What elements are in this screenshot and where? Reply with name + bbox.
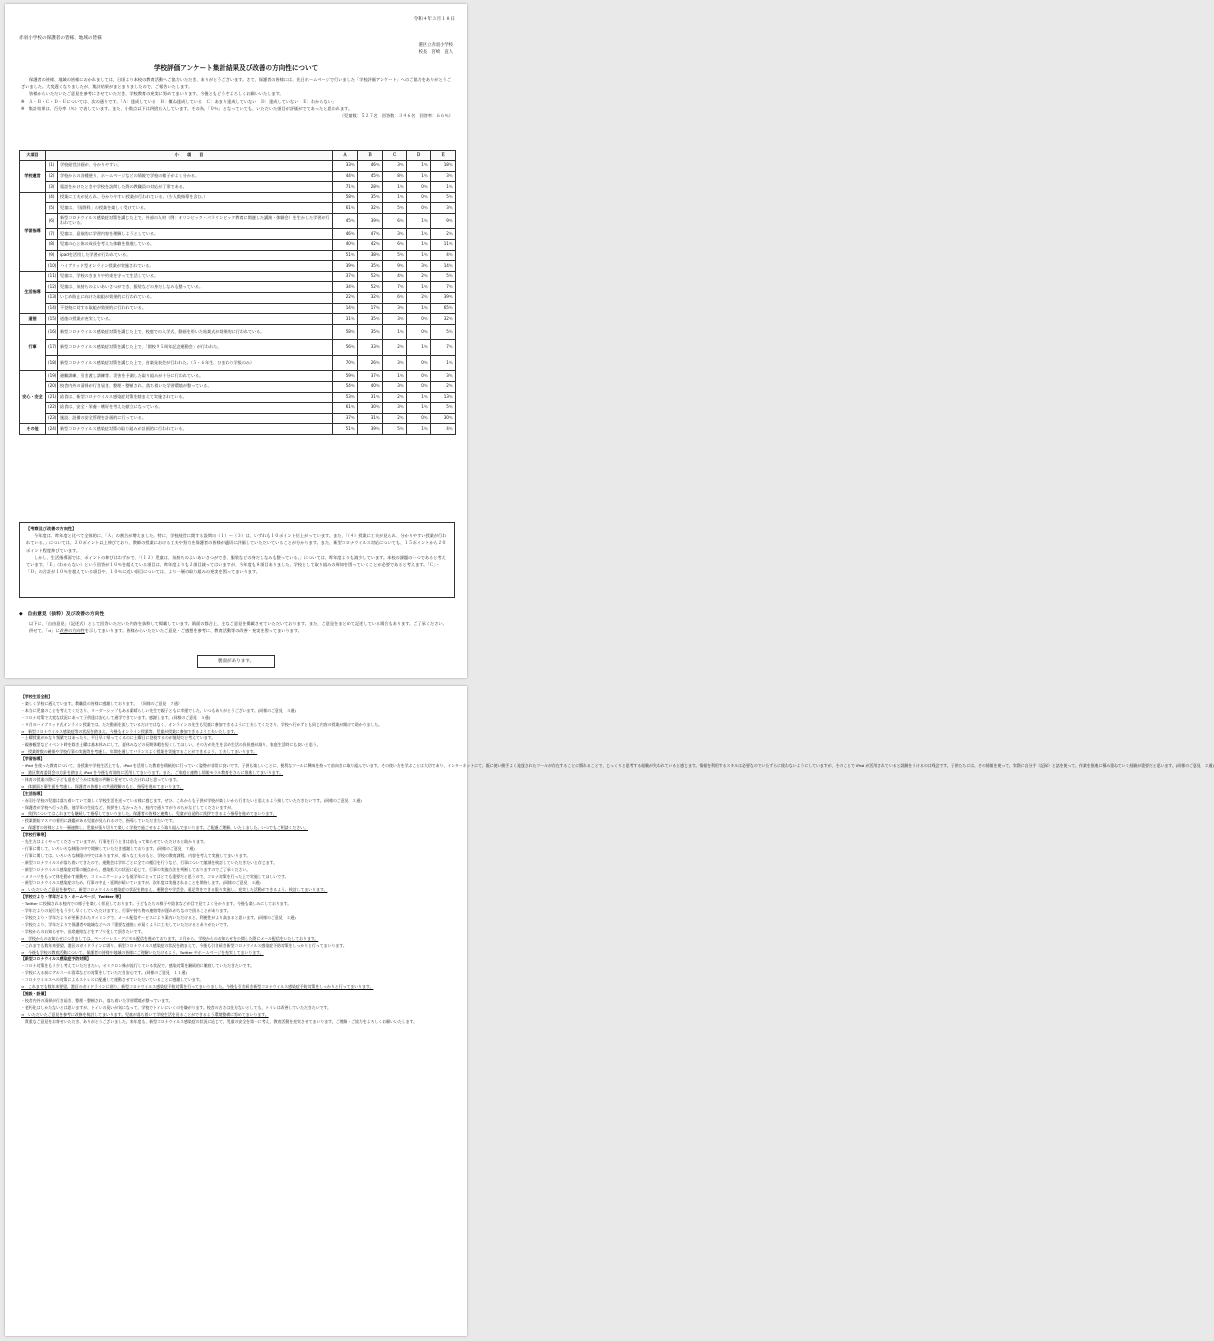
item-text: ハイブリッド型オンライン授業が実施されている。: [58, 261, 333, 272]
rating-percent: 3％: [383, 355, 407, 371]
rating-percent: 2％: [407, 271, 431, 282]
table-row: [20, 203, 456, 214]
rating-percent: 59％: [333, 371, 358, 382]
analysis-box: [19, 522, 455, 598]
rating-percent: 5％: [431, 324, 456, 340]
rating-percent: 33％: [333, 161, 358, 172]
item-number: (4): [46, 192, 58, 203]
improvement-line: ⇒ 学校からのお知らせにつきましては、ペーパーレス・デジタル配信を進めております。２月から、学校からのお知らせを公開した際にメール配信をいたしております。: [21, 935, 319, 941]
rating-percent: 32％: [358, 293, 383, 304]
section-heading: 【学校行事等】: [21, 832, 49, 838]
analysis-heading: 【考察及び改善の方向性】: [26, 526, 77, 531]
rating-percent: 37％: [358, 371, 383, 382]
rating-percent: 31％: [358, 413, 383, 424]
rating-percent: 39％: [358, 424, 383, 435]
item-number: (18): [46, 355, 58, 371]
table-row: [20, 282, 456, 293]
rating-percent: 0％: [407, 203, 431, 214]
issue-date: 令和４年３月１８日: [413, 17, 455, 22]
item-text: 施設、設備の安全管理を計画的に行っている。: [58, 413, 333, 424]
item-number: (19): [46, 371, 58, 382]
rating-percent: 17％: [358, 303, 383, 314]
rating-percent: 33％: [358, 340, 383, 356]
section-heading: 【施設・設備】: [21, 990, 49, 996]
opinion-line: ・行事に関して、いろいろな制限の中で開催していただき感謝しております。(同様のご意見 ７通): [21, 845, 195, 851]
category-cell: その他: [20, 424, 46, 435]
rating-percent: 5％: [383, 203, 407, 214]
rating-percent: 1％: [407, 340, 431, 356]
column-header: 大項目: [20, 151, 46, 161]
table-row: [20, 371, 456, 382]
rating-percent: 58％: [333, 324, 358, 340]
item-number: (2): [46, 171, 58, 182]
rating-percent: 0％: [407, 381, 431, 392]
rating-percent: 1％: [407, 240, 431, 251]
table-row: [20, 182, 456, 193]
rating-percent: 5％: [431, 403, 456, 414]
rating-percent: 37％: [333, 271, 358, 282]
category-cell: 安心・安全: [20, 371, 46, 424]
rating-percent: 2％: [383, 340, 407, 356]
rating-percent: 31％: [333, 314, 358, 325]
addressee: 赤羽小学校の保護者の皆様、地域の皆様: [19, 36, 102, 41]
table-row: [20, 381, 456, 392]
item-text: 児童の心と体の成長を考えた体験を推進している。: [58, 240, 333, 251]
rating-percent: 6％: [383, 293, 407, 304]
item-number: (8): [46, 240, 58, 251]
item-number: (20): [46, 381, 58, 392]
opinion-line: ・親参観型などイベント時を除き土曜は基本休みにして、夏休みなどの長期休暇を短くしてほしい。その方が先生を含め生活の負担感が減り、家庭生活時にも良いと思う。: [21, 742, 321, 748]
table-row: [20, 413, 456, 424]
improvement-line: ⇒ これまでも数年来要望、港区のガイドラインに則り、新型コロナウイルス感染症予防対策を行ってまいりました。今後も引き続き新型コロナウイルス感染症予防対策をしっかりと行ってまいります。: [21, 984, 374, 990]
rating-percent: 47％: [358, 229, 383, 240]
free-opinion-heading: ◆ 自由意見（抜粋）及び改善の方向性: [19, 612, 105, 617]
column-header: Ｂ: [358, 151, 383, 161]
respondent-count: （児童数：５２７名 回答数：３４６名 回答率：６６％）: [339, 113, 453, 119]
table-row: [20, 171, 456, 182]
rating-percent: 51％: [333, 250, 358, 261]
rating-percent: 1％: [407, 229, 431, 240]
rating-percent: 54％: [333, 381, 358, 392]
back-page: [5, 686, 1214, 1336]
opinion-line: ・これまでも数年来要望、港区のガイドラインに則り、新型コロナウイルス感染症の状況を踏まえて、今後も引き続き新型コロナウイルス感染症予防対策をしっかりと行ってまいります。: [21, 942, 347, 948]
opinion-line: ・学校に入る前にアルコール消毒などの対策をしていただき安心です。(同様のご意見 １１通): [21, 970, 187, 976]
rating-percent: 3％: [383, 229, 407, 240]
item-number: (15): [46, 314, 58, 325]
rating-percent: 3％: [383, 161, 407, 172]
principal-name: 校長 宮崎 直人: [418, 50, 453, 55]
item-number: (1): [46, 161, 58, 172]
item-text: ipadを活用した学習が行われている。: [58, 250, 333, 261]
rating-percent: 56％: [333, 340, 358, 356]
rating-percent: 39％: [358, 213, 383, 229]
item-text: 新型コロナウイルス感染症対策を講じた上で、音楽発表会が行われた。（５・６年生、ひまわり学級のみ）: [58, 355, 333, 371]
opinion-line: ・体育の授業の際に子ども達をどうかは家庭の判断に任せていただければと思っています。: [21, 776, 181, 782]
item-text: 学校からの各種便り、ホームページなどの情報で学校の様子がよく分かる。: [58, 171, 333, 182]
item-text: 学校経営計画が、分かりやすい。: [58, 161, 333, 172]
item-number: (17): [46, 340, 58, 356]
rating-percent: 1％: [407, 424, 431, 435]
improvement-line: ⇒ 授業時数の確保や学校行事の実施等を考慮し、年間を通してバランスよく授業を実施することができるよう、工夫してまいります。: [21, 749, 258, 755]
category-cell: 学習指導: [20, 192, 46, 271]
rating-percent: 65％: [431, 303, 456, 314]
table-row: [20, 403, 456, 414]
rating-percent: 2％: [407, 293, 431, 304]
improvement-line: ⇒ 今後も学校の教育活動について、保護者の皆様や地域の皆様にご理解いただけるよう、Twitter やホームページを充実してまいります。: [21, 949, 264, 955]
rating-percent: 51％: [333, 424, 358, 435]
category-cell: 学校運営: [20, 161, 46, 193]
item-number: (12): [46, 282, 58, 293]
table-row: [20, 293, 456, 304]
improvement-line: ⇒ 挨拶についてはこれまでも継続して指導してまいりました。保護者の皆様と連携し、児童が自発的に挨拶できるよう指導を進めてまいります。: [21, 811, 277, 817]
category-cell: 行事: [20, 324, 46, 371]
table-row: [20, 192, 456, 203]
rating-percent: 39％: [431, 293, 456, 304]
rating-percent: 40％: [358, 381, 383, 392]
opinion-line: ・学校だより、学年だよりで保護者や地域などへの『重要な連絡』が届くように工夫していただけるとありがたいです。: [21, 921, 231, 927]
rating-percent: 38％: [358, 250, 383, 261]
analysis-paragraph: しかし、生活指導面では、ポイントの伸びはわずかで、「（１２）児童は、気持ちのよいあいさつができ、服装などの身だしなみも整っている。」については、昨年度よりも減少しています。本校の課題の一つであると考えています。「Ｅ」（わからない）という回答が１０％を超えている項目は、昨年度よりも２項目減ってはいますが、今年度も８項目ありました。学校として取り組みの周知を図っていくことが必要であると考えます。「Ｃ」・「Ｄ」の合計が１０％を超えている項目や、１０％に近い項目については、より一層の取り組みの充実を図ってまいります。: [26, 554, 446, 575]
item-number: (11): [46, 271, 58, 282]
item-text: 給食は、安全・栄養・嗜好を考えた献立になっている。: [58, 403, 333, 414]
item-text: 新型コロナウイルス感染症対策の取り組みが計画的に行われている。: [58, 424, 333, 435]
item-text: 校舎内外の清掃が行き届き、整理・整頓され、落ち着いた学習環境が整っている。: [58, 381, 333, 392]
rating-percent: 14％: [333, 303, 358, 314]
rating-percent: 1％: [431, 182, 456, 193]
table-row: [20, 355, 456, 371]
rating-percent: 3％: [431, 171, 456, 182]
opinion-line: ・赤羽小学校の児童は落ち着いていて楽しく学校生活を送っている様に感じます。ぜひ、これからも子供が学校が楽しいから行きたいと思えるよう接していただきたいです。(同様のご意見 ２通): [21, 797, 362, 803]
item-text: 児童は、気持ちのよいあいさつができ、服装などの身だしなみも整っている。: [58, 282, 333, 293]
item-text: 電話をかけたときや学校を訪問した際の教職員の対応が丁寧である。: [58, 182, 333, 193]
rating-percent: 61％: [333, 403, 358, 414]
rating-percent: 1％: [431, 355, 456, 371]
item-text: 児童は、意欲的に学習内容を理解しようとしている。: [58, 229, 333, 240]
improvement-line: ⇒ いただいたご意見を参考に改修を検討してまいります。児童が落ち着いて学校生活を送ることができるよう環境整備に努めてまいります。: [21, 1011, 269, 1017]
evaluation-table: [19, 150, 456, 435]
rating-percent: 0％: [407, 324, 431, 340]
rating-percent: 44％: [333, 171, 358, 182]
rating-percent: 8％: [383, 171, 407, 182]
free-opinion-text: を示してまいります。皆様からいただいたご意見・ご感想を参考に、教育活動等の改善・充実を図ってまいります。: [84, 628, 302, 634]
rating-percent: 3％: [407, 261, 431, 272]
item-number: (3): [46, 182, 58, 193]
rating-percent: 34％: [333, 282, 358, 293]
see-reverse-notice: 裏面があります。: [197, 655, 275, 668]
front-page: [5, 4, 467, 678]
opinion-line: ・コロナウイルスへの対策によるストレスに配慮して運動させていただいていることに感謝しています。: [21, 977, 204, 983]
analysis-paragraph: 今年度は、昨年度と比べて全体的に、「Ａ」の割合が増えました。特に、学校経営に関する設問の（１）〜（３）は、いずれも１０ポイント位上がっています。また、「（４）授業に工夫が見られ、分かりやすい授業が行われている。」については、２０ポイント以上伸びており、教師の授業における工夫や努力を保護者の皆様が適切に評価していただいていることが分かります。また、新型コロナウイルス対応についても、１５ポイントから２０ポイント程度伸びています。: [26, 533, 447, 553]
rating-percent: 26％: [358, 355, 383, 371]
rating-percent: 2％: [383, 392, 407, 403]
rating-percent: 3％: [431, 371, 456, 382]
opinion-line: ・新型コロナウイルスが落ち着いてきたので、運動会は学年ごとに全ての種目を行うなど、行事について縮減を検討していただきたいと存じます。: [21, 859, 278, 865]
rating-percent: 35％: [358, 192, 383, 203]
opinion-line: ・授業開始マスクの着用に課題がある児童が見られるので、指導していただきたいです。: [21, 818, 177, 824]
item-number: (9): [46, 250, 58, 261]
improvement-direction-label: 改善の方向性: [59, 628, 85, 634]
opinion-line: ・新型コロナウイルス感染症のため、行事の中止・延期が続いていますが、次年度は実施されることを期待します。(同様のご意見 ３通): [21, 880, 261, 886]
improvement-line: ⇒ 保護者の皆様とより一層連携し、児童が張り切りて楽しく学校で過ごせるよう取り組んでまいります。ご配慮ご理解、いたしました。いつでもご相談ください。: [21, 825, 308, 831]
rating-percent: 39％: [333, 261, 358, 272]
rating-percent: 7％: [383, 282, 407, 293]
rating-percent: 37％: [333, 413, 358, 424]
rating-percent: 0％: [407, 355, 431, 371]
rating-percent: 1％: [407, 282, 431, 293]
table-row: [20, 213, 456, 229]
section-heading: 【学校だより・学年だより・ホームページ、Twitter 等】: [21, 894, 123, 900]
opinion-line: ・iPad を使った教育について、各授業や学校生活上でも、iPad を活用した教育を積極的に行っていく姿勢が非常に良いです。子供も楽しいことに、便利なツールに興味を持って前向きに取り組んでいます。その使い方を学ぶことは大切であり、インターネットにて、既に使い勝手よく発達されたツールが存在することに慣れることで、じっくりと思考する経験が失われていると感じます。情報を利用するスキルは必要なのでいたずらに使わないようにしていますが、そのことで iPad が活用されていると誤解をうけるのは残念です。子供たちには、その情報を使って、実際に自分手（記録）と話を使って、作業を推進に積み重ねていく経験が重要だと思います。(同様のご意見 ２通): [21, 763, 1214, 769]
table-header-row: [20, 151, 456, 161]
rating-percent: 35％: [358, 261, 383, 272]
column-header: 小 項 目: [46, 151, 333, 161]
document-title: 学校評価アンケート集計結果及び改善の方向性について: [153, 64, 319, 72]
rating-percent: 7％: [431, 282, 456, 293]
table-row: [20, 303, 456, 314]
item-number: (13): [46, 293, 58, 304]
rating-percent: 5％: [383, 250, 407, 261]
opinion-list: [21, 694, 1214, 1026]
rating-percent: 4％: [383, 271, 407, 282]
item-number: (23): [46, 413, 58, 424]
free-opinion-paragraph: 以下に、「自由意見」（記述式）として回答いただいた内容を抜粋して掲載しています。紙面の都合上、主なご意見を掲載させていただいております。また、ご意見をまとめて記述している場合もあります。ご了承ください。: [29, 621, 447, 626]
rating-percent: 6％: [383, 240, 407, 251]
column-header: Ｅ: [431, 151, 456, 161]
rating-percent: 1％: [407, 250, 431, 261]
sender-block: [419, 42, 453, 56]
item-text: いじめ防止に向けた取組が効果的に行われている。: [58, 293, 333, 304]
school-name: 港区立赤羽小学校: [418, 43, 453, 48]
table-row: [20, 340, 456, 356]
item-number: (21): [46, 392, 58, 403]
free-opinion-paragraph: [21, 627, 453, 634]
rating-percent: 22％: [333, 293, 358, 304]
rating-percent: 30％: [358, 403, 383, 414]
rating-percent: 9％: [431, 213, 456, 229]
rating-percent: 1％: [407, 403, 431, 414]
rating-percent: 58％: [333, 192, 358, 203]
improvement-line: ⇒ いただいたご意見を参考に、新型コロナウイルス感染症の状況を踏まえ、運動会や学芸会、遠足等をできる限り実施し、充実した活動ができるよう、検討してまいります。: [21, 887, 328, 893]
rating-percent: 28％: [358, 182, 383, 193]
rating-percent: 11％: [431, 240, 456, 251]
category-cell: 生活指導: [20, 271, 46, 313]
item-text: 児童は、学校のきまりや約束を守って生活している。: [58, 271, 333, 282]
table-row: [20, 392, 456, 403]
item-number: (14): [46, 303, 58, 314]
rating-percent: 2％: [431, 229, 456, 240]
section-heading: 【学校生活全般】: [21, 694, 53, 699]
opinion-line: 貴重なご意見をお寄せいただき、ありがとうございました。来年度も、新型コロナウイルス感染症の状況に応じて、児童の安全を第一に考え、教育活動を充実させてまいります。ご理解・ご協力をよろしくお願いいたします。: [21, 1018, 417, 1024]
opinion-line: ・コロナ対策をもう少し考えていただきたい。オミクロン株が流行している状況で、感染対策を継続的に徹底していただきたいです。: [21, 963, 255, 969]
opinion-line: ・Twitter に投稿される校内での様子を楽しく拝見しております。子どもたちの様子や給食などが目で見てよく分かります。今後も楽しみにしております。: [21, 901, 292, 907]
item-text: 新型コロナウイルス感染症対策を講じた上で、「開校９５周年記念運動会」が行われた。: [58, 340, 333, 356]
column-header: Ｄ: [407, 151, 431, 161]
table-row: [20, 240, 456, 251]
opinion-line: ・行事に関しては、いろいろな制限の中ではありますが、様々な工夫のもと、学校の教育課程、内容を考えて実施してまいります。: [21, 852, 251, 858]
rating-percent: 3％: [383, 303, 407, 314]
opinion-line: ・新型コロナウイルス感染症対策の観点から、感染拡大の状況に応じて、行事の実施方法を判断しておりますのでご了承ください。: [21, 866, 251, 872]
rating-legend: ※ Ａ・Ｂ・Ｃ・Ｄ・Ｅについては、次の通りです。「Ａ：達成している Ｂ：概ね達成している Ｃ：あまり達成していない Ｄ：達成していない Ｅ：わからない」: [21, 98, 337, 104]
rating-percent: 0％: [407, 192, 431, 203]
rating-percent: 30％: [431, 413, 456, 424]
rating-percent: 1％: [383, 192, 407, 203]
table-row: [20, 161, 456, 172]
table-row: [20, 261, 456, 272]
free-opinion-text: 併せて、「⇒」に: [29, 628, 60, 634]
rating-percent: 1％: [407, 161, 431, 172]
improvement-line: ⇒ 港区教育委員会の方針を踏まえ iPad を今後も有効的に活用してまいります。また、ご家庭と連携し情報モラル教育をさらに推進してまいります。: [21, 769, 284, 775]
intro-text: [21, 76, 453, 119]
rating-percent: 61％: [333, 203, 358, 214]
rating-percent: 9％: [383, 261, 407, 272]
opinion-line: ・楽しく学校に通えています。教職員の皆様に感謝しております。 （同様のご意見 ７通）: [21, 700, 182, 706]
rating-percent: 42％: [358, 240, 383, 251]
rating-percent: 3％: [383, 403, 407, 414]
table-row: [20, 324, 456, 340]
improvement-line: ⇒ 体調面と衛生面を考慮し、保護者の皆様との共通理解のもと、指導を進めてまいります。: [21, 783, 184, 789]
item-text: 授業に工夫が見られ、分かりやすい授業が行われている。（少人数指導を含む。）: [58, 192, 333, 203]
opinion-line: ・学校だより・学年だよりが更新されたタイミングで、メール配信サービスにより案内いただけると、利便性がより高まると思います。(同様のご意見 ２通): [21, 915, 296, 920]
intro-paragraph: 皆様からいただいたご意見を参考にさせていただき、学校教育の充実に努めてまいります。今後ともどうぞよろしくお願いいたします。: [29, 91, 284, 97]
opinion-line: ・保護者が学校へ行った際、他学年の生徒など、挨拶をしなかったり、校内で通りすがりのちかなどしてくださいますが、: [21, 804, 235, 810]
rating-percent: 7％: [431, 340, 456, 356]
rating-percent: 14％: [431, 261, 456, 272]
rating-percent: 0％: [407, 182, 431, 193]
rating-percent: 71％: [333, 182, 358, 193]
rating-percent: 5％: [383, 424, 407, 435]
rating-percent: 40％: [333, 240, 358, 251]
rating-percent: 0％: [407, 371, 431, 382]
item-number: (16): [46, 324, 58, 340]
opinion-line: ・老朽化はしかたないとは思いますが、トイレの臭いが気になって、学校でトイレにいくのを嫌がります。校舎の古さは仕方ないとしても、トイレは改善していただきたいです。: [21, 1004, 331, 1010]
rating-percent: 4％: [431, 250, 456, 261]
rating-percent: 70％: [333, 355, 358, 371]
opinion-line: ・土曜授業がかなり頻繁ではあったり、平日早く帰ってくるのに土曜日に登校するのが億劫だと考えています。: [21, 735, 216, 741]
item-number: (6): [46, 213, 58, 229]
section-heading: 【新型コロナウイルス感染症予防対策】: [21, 956, 91, 962]
rating-percent: 5％: [431, 192, 456, 203]
rating-percent: 2％: [431, 381, 456, 392]
rating-percent: 52％: [358, 282, 383, 293]
column-header: Ｃ: [383, 151, 407, 161]
rating-percent: 6％: [383, 213, 407, 229]
rating-percent: 1％: [383, 371, 407, 382]
item-text: 不登校に対する取組が効果的に行われている。: [58, 303, 333, 314]
rating-percent: 0％: [407, 314, 431, 325]
opinion-line: ・学年だよりの発行をもう少し早くしていただけますと、行事や持ち物の連絡等が遅れがちなので困ることがあります。: [21, 908, 231, 914]
rating-percent: 35％: [358, 314, 383, 325]
rating-percent: 0％: [407, 413, 431, 424]
section-heading: 【学習指導】: [21, 756, 45, 762]
opinion-line: ・先生方はよくやってくださっていますが、行事を行うときは前もって知らせていただけると助かります。: [21, 839, 208, 845]
item-text: 児童は、「国際科」の授業を楽しく受けている。: [58, 203, 333, 214]
rating-percent: 1％: [407, 171, 431, 182]
rating-percent: 3％: [383, 381, 407, 392]
item-number: (10): [46, 261, 58, 272]
rating-percent: 3％: [383, 314, 407, 325]
rating-percent: 45％: [333, 213, 358, 229]
opinion-line: ・学校からのお知らせや、出席連絡などをアプリ化して頂きたいです。: [21, 928, 145, 934]
item-number: (24): [46, 424, 58, 435]
rating-percent: 45％: [358, 171, 383, 182]
rating-percent: 35％: [358, 324, 383, 340]
rating-percent: 4％: [431, 424, 456, 435]
rating-percent: 18％: [431, 161, 456, 172]
section-heading: 【生活指導】: [21, 790, 45, 796]
item-text: 道徳の授業が充実している。: [58, 314, 333, 325]
item-number: (7): [46, 229, 58, 240]
rating-percent: 46％: [358, 161, 383, 172]
rating-percent: 1％: [383, 324, 407, 340]
rating-percent: 32％: [431, 314, 456, 325]
table-row: [20, 229, 456, 240]
item-text: 避難訓練、引き渡し訓練等、災害を予測した取り組みが十分に行われている。: [58, 371, 333, 382]
rating-percent: 53％: [333, 392, 358, 403]
opinion-line: ・校舎内外の清掃が行き届き、整理・整頓され、落ち着いた学習環境が整っています。: [21, 997, 173, 1003]
rating-percent: 1％: [407, 392, 431, 403]
opinion-line: ・コロナ対策で大変な状況にあって子供達は安心して通学できています。感謝します。(同様のご意見 ５通): [21, 714, 211, 720]
rating-percent: 3％: [431, 203, 456, 214]
rating-percent: 2％: [383, 413, 407, 424]
table-row: [20, 424, 456, 435]
rating-percent: 32％: [358, 203, 383, 214]
percentage-note: ※ 集計結果は、百分率（％）で表しています。また、小数点以下は四捨五入しています。その為、「０％」となっていても、いただいた項目が評価がでてあったと思われます。: [21, 105, 353, 111]
opinion-line: ・本当に児童のことを考えてくださり、リーダーシップもある素晴らしい先生で親子ともに幸運でした。いつもありがとうございます。(同様のご意見 ３通): [21, 707, 296, 713]
rating-percent: 31％: [358, 392, 383, 403]
item-text: 新型コロナウイルス感染症対策を講じた上で、校庭での入学式、動画を用いた始業式が効果的に行われている。: [58, 324, 333, 340]
intro-paragraph: 保護者の皆様、地域の皆様におかれましては、日頃より本校の教育活動へご協力いただき、ありがとうございます。さて、保護者の皆様には、先日ホームページで行いました「学校評価アンケート」へのご協力をありがとうございました。大変遅くなりましたが、集計結果がまとまりましたので、ご報告いたします。: [21, 77, 452, 90]
rating-percent: 1％: [383, 182, 407, 193]
item-number: (5): [46, 203, 58, 214]
opinion-line: ・メリハリをもって体を動かす運動や、コミュニケーションも低学年にとってはとても重要だと思うので、コロナ対策を行った上で実施してほしいです。: [21, 873, 289, 879]
rating-percent: 1％: [407, 303, 431, 314]
table-row: [20, 314, 456, 325]
rating-percent: 52％: [358, 271, 383, 282]
free-opinion-intro: [21, 620, 453, 634]
improvement-line: ⇒ 新型コロナウイルス感染症等の状況を踏まえ、今後もオンライン授業等、児童が授業に参加できるよう工夫いたします。: [21, 728, 238, 734]
item-text: 新型コロナウイルス感染症対策を講じた上で、外部の人材（例：オリンピック・パラリンピック教育に関連した講演・体験会）を生かした学習が行われている。: [58, 213, 333, 229]
opinion-line: ・９月のハイブリッド式オンライン授業では、ただ動画を流しているだけではなく、オンラインの先生も児童に参加できるように工夫してくださり、学校へ行かずとも同じ内容の授業が聞けて助かりました。: [21, 721, 383, 727]
rating-percent: 46％: [333, 229, 358, 240]
rating-percent: 5％: [431, 271, 456, 282]
table-row: [20, 271, 456, 282]
column-header: Ａ: [333, 151, 358, 161]
table-row: [20, 250, 456, 261]
rating-percent: 1％: [407, 213, 431, 229]
item-number: (22): [46, 403, 58, 414]
category-cell: 道徳: [20, 314, 46, 325]
rating-percent: 13％: [431, 392, 456, 403]
item-text: 給食は、新型コロナウイルス感染症対策を踏まえて実施されている。: [58, 392, 333, 403]
